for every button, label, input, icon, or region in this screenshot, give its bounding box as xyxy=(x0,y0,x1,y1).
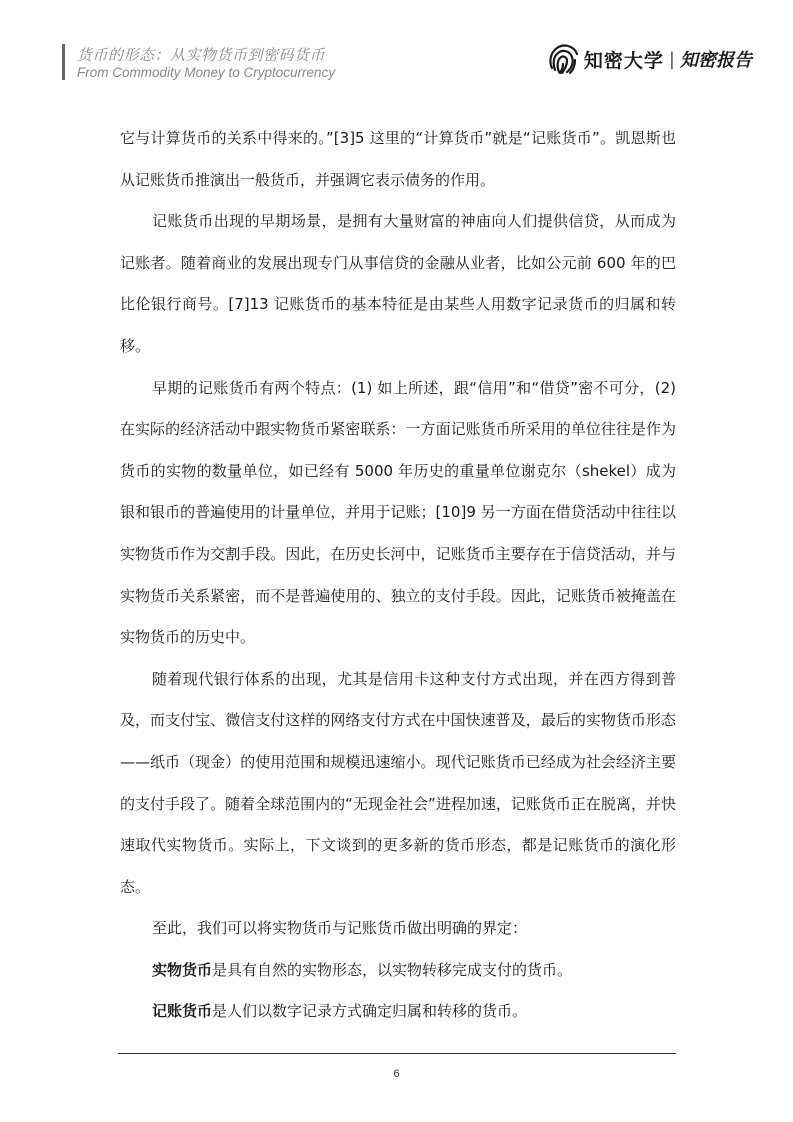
definition-paragraph xyxy=(120,950,676,992)
definition-text: 是人们以数字记录方式确定归属和转移的货币。 xyxy=(212,1002,528,1021)
logo-separator: | xyxy=(668,48,675,70)
footer-divider xyxy=(118,1053,676,1054)
definition-term: 实物货币 xyxy=(152,960,213,979)
paragraph: 早期的记账货币有两个特点：(1) 如上所述，跟“信用”和“借贷”密不可分，(2) 在实际的经济活动中跟实物货币紧密联系：一方面记账货币所采用的单位往往是作为货币的实物的数量单位，如已经有 5000 年历史的重量单位谢克尔（shekel）成为银和银币的普遍使用的计量单位，并用于记账；[10]9 另一方面在借贷活动中往往以实物货币作为交割手段。因此，在历史长河中，记账货币主要存在于信贷活动，并与实物货币关系紧密，而不是普遍使用的、独立的支付手段。因此，记账货币被掩盖在实物货币的历史中。 xyxy=(120,378,676,647)
paragraph: 随着现代银行体系的出现，尤其是信用卡这种支付方式出现，并在西方得到普及，而支付宝、微信支付这样的网络支付方式在中国快速普及，最后的实物货币形态——纸币（现金）的使用范围和规模迅速缩小。现代记账货币已经成为社会经济主要的支付手段了。随着全球范围内的“无现金社会”进程加速，记账货币正在脱离，并快速取代实物货币。实际上，下文谈到的更多新的货币形态，都是记账货币的演化形态。 xyxy=(120,669,676,896)
paragraph: 它与计算货币的关系中得来的。”[3]5 这里的“计算货币”就是“记账货币”。凯恩斯也从记账货币推演出一般货币，并强调它表示债务的作用。 xyxy=(120,129,676,189)
fingerprint-icon xyxy=(546,42,580,76)
brand-logo xyxy=(546,42,752,76)
paragraph: 至此，我们可以将实物货币与记账货币做出明确的界定： xyxy=(152,919,528,938)
header-title-en: From Commodity Money to Cryptocurrency xyxy=(77,65,336,80)
definition-text: 是具有自然的实物形态，以实物转移完成支付的货币。 xyxy=(212,960,573,979)
definition-paragraph xyxy=(120,991,676,1033)
definition-term: 记账货币 xyxy=(152,1002,213,1021)
header-accent-bar xyxy=(62,44,65,80)
paragraph: 记账货币出现的早期场景，是拥有大量财富的神庙向人们提供信贷，从而成为记账者。随着商业的发展出现专门从事信贷的金融从业者，比如公元前 600 年的巴比伦银行商号。[7]13 记账货币的基本特征是由某些人用数字记录货币的归属和转移。 xyxy=(120,212,676,355)
page-number: 6 xyxy=(393,1068,400,1080)
header-title-zh: 货币的形态：从实物货币到密码货币 xyxy=(77,46,326,64)
logo-name: 知密大学 xyxy=(583,49,664,72)
page-header xyxy=(62,42,752,86)
logo-report-name: 知密报告 xyxy=(680,50,752,71)
body-text xyxy=(120,118,676,1033)
